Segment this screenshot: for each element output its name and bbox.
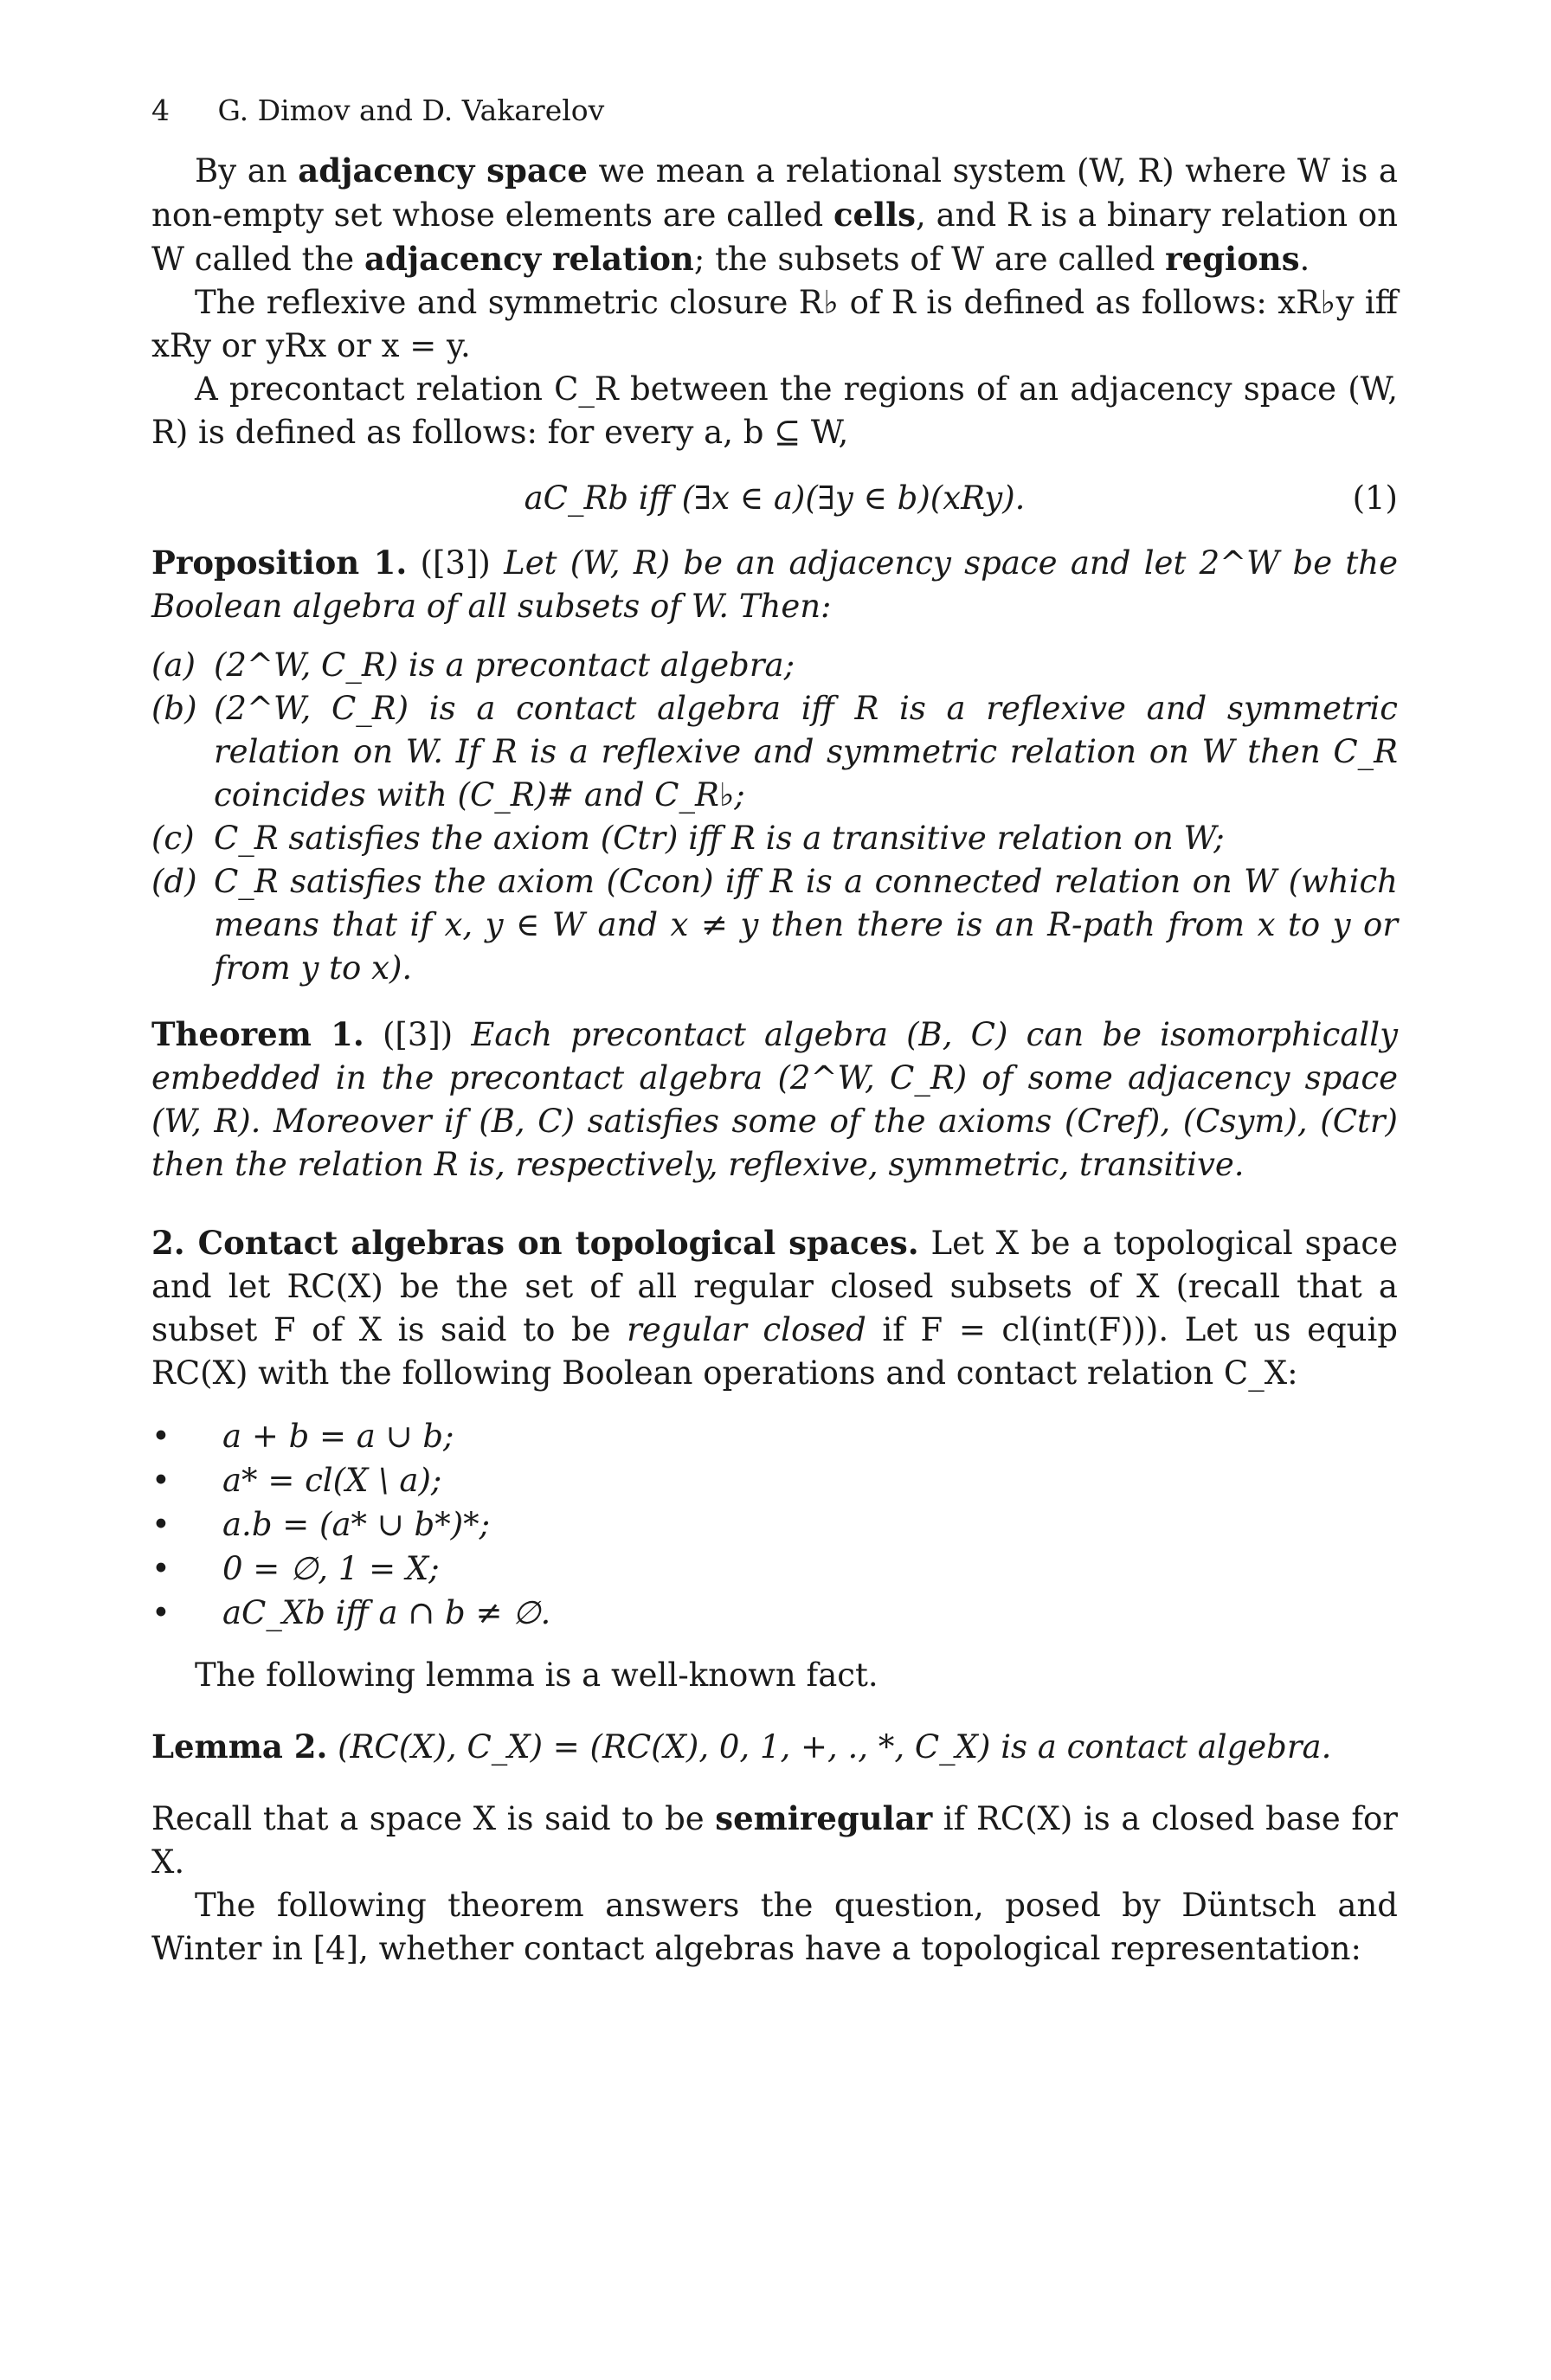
page-number: 4 (151, 93, 170, 127)
authors: G. Dimov and D. Vakarelov (217, 93, 605, 127)
list-item: (d) C_R satisfies the axiom (Ccon) iff R is a connected relation on W (which means that if x, y ∈ W and x ≠ y then there is an R-path from x to y or from y to x). (151, 863, 1398, 987)
proposition-ref: ([3]) (420, 544, 491, 582)
theorem-1 (151, 1013, 1398, 1187)
semiregular-paragraph: Recall that a space X is said to be semiregular if RC(X) is a closed base for X. (151, 1799, 1398, 1881)
list-item: • 0 = ∅, 1 = X; (151, 1550, 440, 1587)
adjacency-definition-paragraph: By an adjacency space we mean a relational system (W, R) where W is a non-empty set whose elements are called cells, and R is a binary relation on W called the adjacency relation; the subsets of W are called regions. (151, 151, 1398, 278)
list-item: • a + b = a ∪ b; (151, 1418, 454, 1455)
list-item: • a* = cl(X \ a); (151, 1462, 442, 1499)
section-title: 2. Contact algebras on topological spaces. (151, 1224, 919, 1262)
list-item: • a.b = (a* ∪ b*)*; (151, 1506, 491, 1543)
theorem-label: Theorem 1. (151, 1015, 364, 1053)
list-item: • aC_Xb iff a ∩ b ≠ ∅. (151, 1594, 551, 1631)
list-item: (b) (2^W, C_R) is a contact algebra iff R is a reflexive and symmetric relation on W. If R is a reflexive and symmetric relation on W then C_R coincides with (C_R)# and C_R♭; (151, 690, 1398, 814)
theorem-statement: Each precontact algebra (B, C) can be isomorphically embedded in the precontact algebra (2^W, C_R) of some adjacency space (W, R). Moreover if (B, C) satisfies some of the axioms (Cref), (Csym), (Ctr) then the relation R is, respectively, reflexive, symmetric, transitive. (151, 1016, 1398, 1183)
equation-formula: aC_Rb iff (∃x ∈ a)(∃y ∈ b)(xRy). (524, 479, 1026, 517)
list-item: (a) (2^W, C_R) is a precontact algebra; (151, 646, 795, 684)
list-item: (c) C_R satisfies the axiom (Ctr) iff R is a transitive relation on W; (151, 820, 1225, 857)
term-semiregular: semiregular (715, 1799, 933, 1837)
closure-paragraph: The reflexive and symmetric closure R♭ of R is defined as follows: xR♭y iff xRy or yRx or x = y. (151, 284, 1398, 364)
section-2-paragraph: 2. Contact algebras on topological spaces. Let X be a topological space and let RC(X) be the set of all regular closed subsets of X (recall that a subset F of X is said to be regular closed if F = cl(int(F))). Let us equip RC(X) with the following Boolean operations and contact relation C_X: (151, 1224, 1398, 1392)
page-body (151, 93, 1398, 1971)
precontact-paragraph: A precontact relation C_R between the regions of an adjacency space (W, R) is defined as follows: for every a, b ⊆ W, (151, 370, 1398, 451)
operations-list (151, 1414, 1398, 1635)
proposition-statement: Let (W, R) be an adjacency space and let 2^W be the Boolean algebra of all subsets of W. Then: (151, 544, 1398, 625)
lemma-intro: The following lemma is a well-known fact. (195, 1656, 878, 1694)
term-regular-closed: regular closed (627, 1311, 866, 1348)
equation-1 (151, 477, 1398, 520)
equation-number: (1) (1352, 479, 1398, 517)
proposition-items (151, 644, 1398, 990)
term-adjacency-relation: adjacency relation (364, 240, 694, 278)
lemma-2 (151, 1725, 1398, 1769)
term-cells: cells (833, 196, 917, 234)
lemma-label: Lemma 2. (151, 1727, 328, 1766)
running-header (151, 93, 1398, 133)
term-regions: regions (1165, 240, 1300, 278)
proposition-label: Proposition 1. (151, 544, 408, 582)
term-adjacency-space: adjacency space (298, 151, 588, 190)
proposition-1 (151, 541, 1398, 628)
closing-paragraph: The following theorem answers the question, posed by Düntsch and Winter in [4], whether contact algebras have a topological representation: (151, 1887, 1398, 1967)
theorem-ref: ([3]) (382, 1016, 454, 1053)
lemma-statement: (RC(X), C_X) = (RC(X), 0, 1, +, ., *, C_X) is a contact algebra. (338, 1728, 1332, 1766)
